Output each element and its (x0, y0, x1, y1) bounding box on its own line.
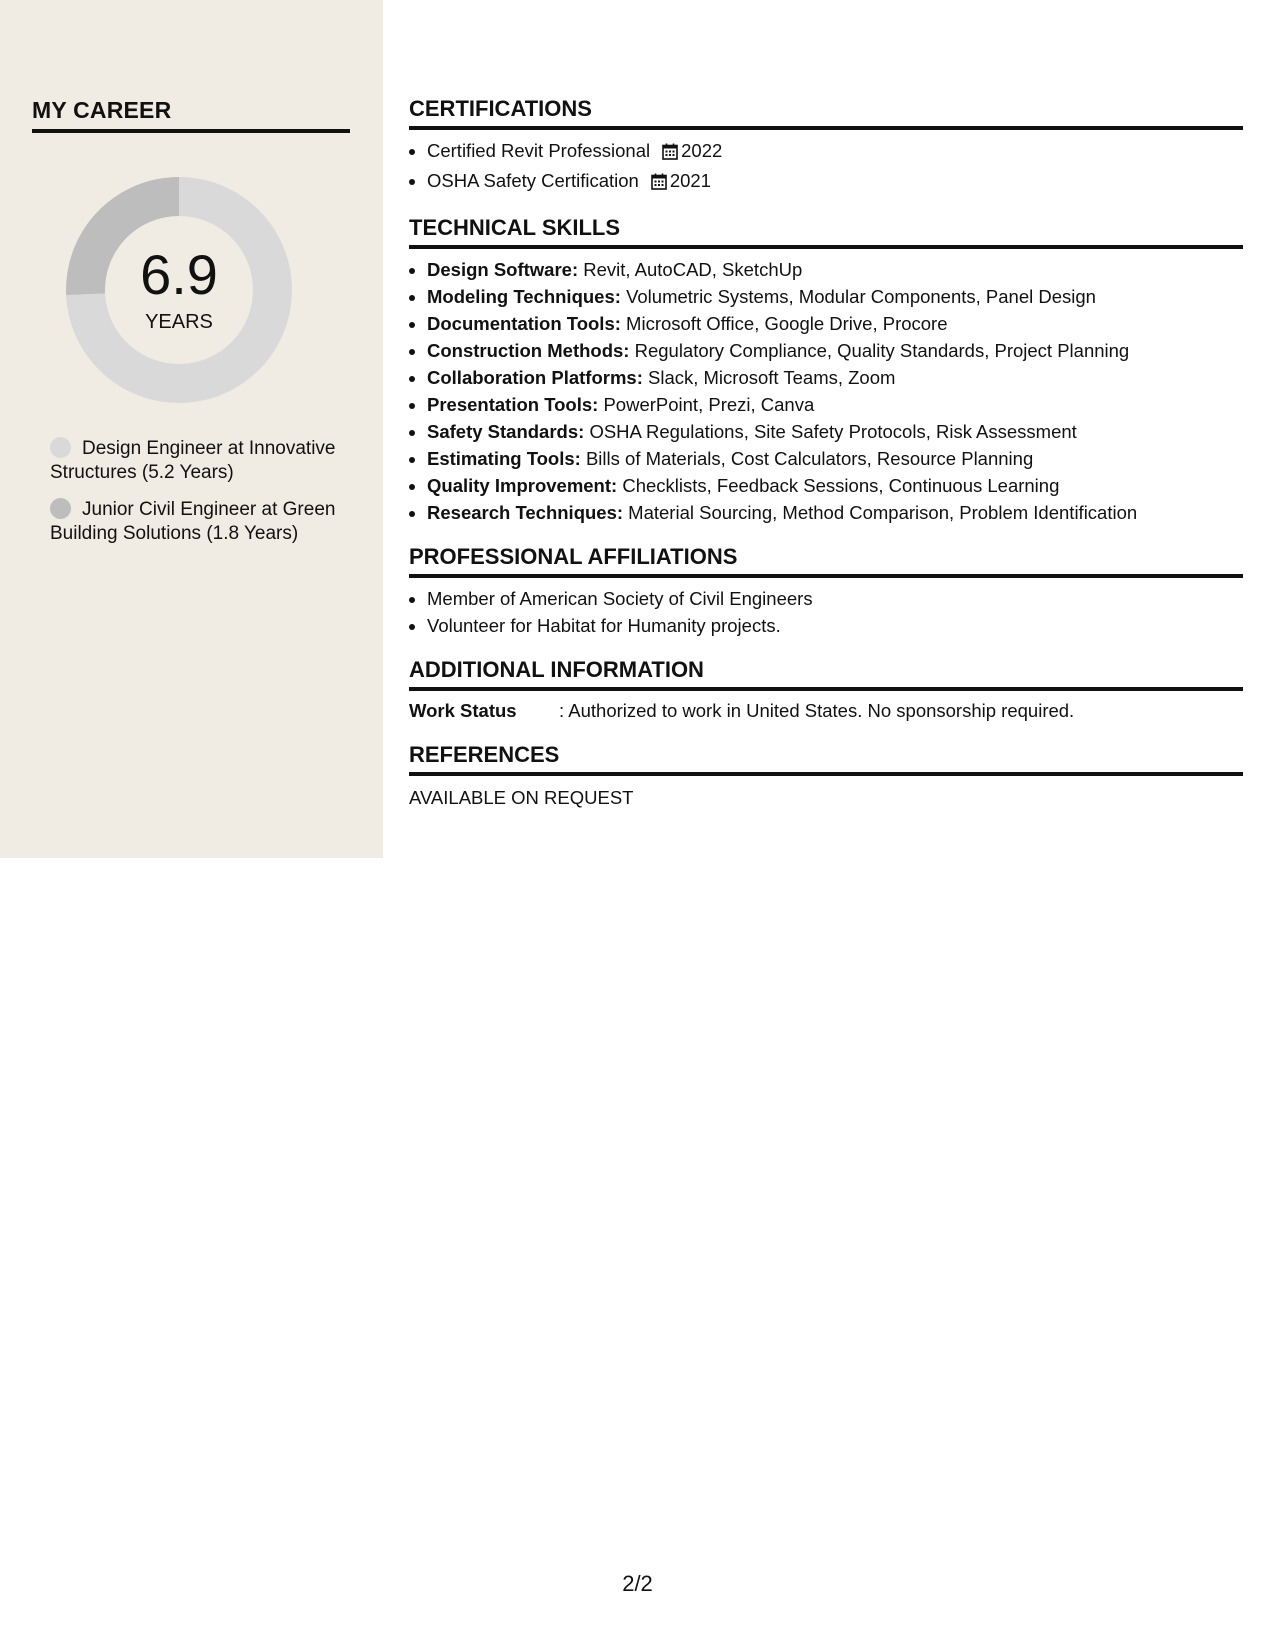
references-text: AVAILABLE ON REQUEST (409, 787, 634, 808)
certification-name: OSHA Safety Certification (427, 170, 639, 191)
skill-label: Estimating Tools: (427, 448, 581, 469)
skill-label: Documentation Tools: (427, 313, 621, 334)
certification-item (427, 167, 1243, 197)
skill-value: OSHA Regulations, Site Safety Protocols, Risk Assessment (589, 421, 1077, 442)
career-donut-chart (66, 177, 292, 403)
skills-list (409, 256, 1243, 526)
legend-label: Junior Civil Engineer at Green Building Solutions (1.8 Years) (50, 499, 336, 544)
skill-value: Microsoft Office, Google Drive, Procore (626, 313, 948, 334)
certifications-section (409, 95, 1243, 197)
skill-item (427, 391, 1243, 418)
work-status-row (409, 698, 1243, 724)
skill-label: Collaboration Platforms: (427, 367, 643, 388)
calendar-icon (651, 170, 667, 197)
affiliations-section (409, 543, 1243, 639)
certification-year: 2021 (669, 170, 711, 191)
legend-dot-icon (50, 437, 71, 458)
certifications-list (409, 137, 1243, 197)
affiliations-heading: PROFESSIONAL AFFILIATIONS (409, 543, 1243, 578)
references-heading: REFERENCES (409, 741, 1243, 776)
work-status-value: : Authorized to work in United States. No sponsorship required. (559, 700, 1075, 721)
skill-item (427, 499, 1243, 526)
certification-year: 2022 (681, 140, 723, 161)
affiliation-item: • Volunteer for Habitat for Humanity projects. (427, 612, 1243, 639)
skill-item (427, 472, 1243, 499)
calendar-icon (662, 140, 678, 167)
skill-label: Research Techniques: (427, 502, 624, 523)
career-sidebar (0, 0, 383, 858)
career-legend-item (50, 498, 340, 546)
skill-item (427, 310, 1243, 337)
skill-label: Safety Standards: (427, 421, 585, 442)
affiliation-item: • Member of American Society of Civil Engineers (427, 585, 1243, 612)
work-status-label: Work Status (409, 700, 517, 721)
skill-item (427, 283, 1243, 310)
skill-label: Quality Improvement: (427, 475, 618, 496)
technical-skills-heading: TECHNICAL SKILLS (409, 214, 1243, 249)
additional-info-section (409, 656, 1243, 724)
certifications-heading: CERTIFICATIONS (409, 95, 1243, 130)
affiliations-list (409, 585, 1243, 639)
career-legend-item (50, 437, 340, 485)
career-title: MY CAREER (32, 97, 350, 133)
skill-value: PowerPoint, Prezi, Canva (603, 394, 815, 415)
skill-value: Material Sourcing, Method Comparison, Problem Identification (628, 502, 1138, 523)
skill-item (427, 337, 1243, 364)
resume-main-column (409, 95, 1243, 828)
skill-item (427, 418, 1243, 445)
career-legend (50, 437, 340, 559)
additional-info-heading: ADDITIONAL INFORMATION (409, 656, 1243, 691)
skill-value: Regulatory Compliance, Quality Standards, Project Planning (634, 340, 1130, 361)
page-number: 2/2 (622, 1571, 653, 1596)
skill-value: Checklists, Feedback Sessions, Continuous Learning (622, 475, 1060, 496)
skill-label: Presentation Tools: (427, 394, 599, 415)
skill-label: Construction Methods: (427, 340, 630, 361)
skill-label: Design Software: (427, 259, 579, 280)
technical-skills-section (409, 214, 1243, 526)
career-total-years: 6.9 (140, 243, 218, 306)
skill-value: Slack, Microsoft Teams, Zoom (648, 367, 896, 388)
skill-item (427, 256, 1243, 283)
certification-item (427, 137, 1243, 167)
references-section (409, 741, 1243, 811)
skill-value: Bills of Materials, Cost Calculators, Resource Planning (585, 448, 1034, 469)
legend-dot-icon (50, 498, 71, 519)
skill-label: Modeling Techniques: (427, 286, 621, 307)
legend-label: Design Engineer at Innovative Structures (5.2 Years) (50, 438, 336, 483)
career-years-unit: YEARS (145, 311, 213, 333)
skill-value: Volumetric Systems, Modular Components, Panel Design (626, 286, 1096, 307)
skill-item (427, 445, 1243, 472)
certification-name: Certified Revit Professional (427, 140, 651, 161)
skill-value: Revit, AutoCAD, SketchUp (583, 259, 803, 280)
skill-item (427, 364, 1243, 391)
